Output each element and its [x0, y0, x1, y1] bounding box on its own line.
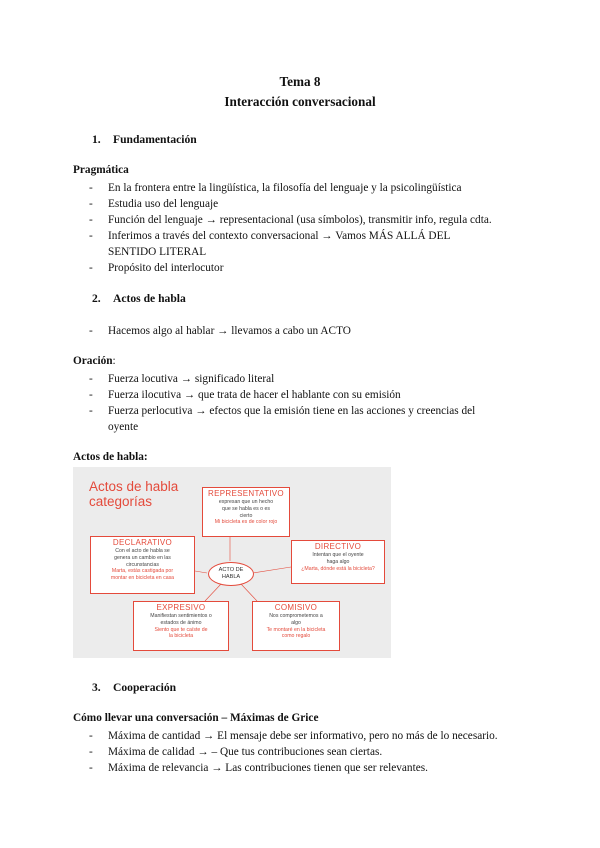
- box-example: montar en bicicleta en casa: [110, 575, 175, 582]
- diagram-title-line: categorías: [89, 494, 153, 509]
- bullet: -: [89, 730, 93, 742]
- bullet: -: [89, 746, 93, 758]
- subheading-pragmatica: Pragmática: [73, 164, 129, 176]
- box-title: DIRECTIVO: [314, 542, 362, 551]
- center-node-text: ACTO DE: [218, 567, 244, 573]
- box-example: como regalo: [281, 633, 311, 640]
- connector-line: [253, 567, 291, 573]
- list-item-text: Función del lenguaje → representacional (usa símbolos), transmitir info, regula cdta.: [108, 214, 492, 226]
- box-title: COMISIVO: [274, 603, 318, 612]
- bullet: -: [89, 214, 93, 226]
- box-example: Mi bicicleta es de color rojo: [214, 519, 278, 526]
- box-expresivo: [133, 601, 229, 651]
- box-example: Siento que te caíste de: [154, 626, 208, 633]
- subheading-oracion: [73, 355, 116, 367]
- bullet: -: [89, 389, 93, 401]
- section-number: 3.: [92, 681, 101, 694]
- section-title: Actos de habla: [113, 292, 186, 305]
- center-node-text: HABLA: [221, 574, 241, 580]
- bullet: -: [89, 373, 93, 385]
- section-heading-3: [92, 681, 176, 694]
- list-item-text: Máxima de calidad → – Que tus contribuciones sean ciertas.: [108, 746, 383, 758]
- bullet: -: [89, 762, 93, 774]
- box-description: circunstancias: [126, 561, 159, 568]
- diagram-title-line: Actos de habla: [89, 479, 179, 494]
- list-item-text: oyente: [108, 421, 139, 433]
- box-representativo: [202, 487, 290, 537]
- oracion-label: Oración: [73, 355, 113, 367]
- section-number: 1.: [92, 133, 101, 146]
- bullet: -: [89, 405, 93, 417]
- box-title: REPRESENTATIVO: [208, 489, 284, 498]
- bullet: -: [89, 230, 93, 242]
- box-description: Intentan que el oyente: [312, 552, 364, 558]
- box-example: la bicicleta: [168, 633, 194, 640]
- box-description: haga algo: [326, 558, 350, 565]
- box-title: DECLARATIVO: [112, 538, 173, 547]
- bullet: -: [89, 262, 93, 274]
- box-comisivo: [252, 601, 340, 651]
- subheading-grice: Cómo llevar una conversación – Máximas de Grice: [73, 712, 319, 724]
- box-description: estados de ánimo: [160, 619, 202, 626]
- section-heading-1: [92, 133, 197, 146]
- section-number: 2.: [92, 292, 101, 305]
- speech-acts-diagram: [73, 467, 391, 658]
- connector-line: [241, 584, 257, 601]
- section-title: Cooperación: [113, 681, 177, 694]
- list-item-text: Máxima de cantidad → El mensaje debe ser informativo, pero no más de lo necesario.: [108, 730, 498, 742]
- connector-line: [205, 584, 221, 601]
- page-title: Tema 8: [279, 74, 321, 89]
- box-description: expresan que un hecho: [218, 499, 274, 505]
- list-item-text: Inferimos a través del contexto conversacional → Vamos MÁS ALLÁ DEL: [108, 230, 451, 242]
- list-item-text: Estudia uso del lenguaje: [108, 198, 219, 210]
- bullet: -: [89, 198, 93, 210]
- center-node: [208, 562, 254, 586]
- box-description: genera un cambio en las: [114, 554, 171, 561]
- box-description: cierto: [239, 512, 253, 519]
- oracion-colon: :: [112, 355, 116, 367]
- list-item-text: Máxima de relevancia → Las contribuciones tienen que ser relevantes.: [108, 762, 428, 774]
- box-title: EXPRESIVO: [156, 603, 206, 612]
- list-item-text: Hacemos algo al hablar → llevamos a cabo un ACTO: [108, 325, 351, 337]
- list-item-text: En la frontera entre la lingüística, la filosofía del lenguaje y la psicolingüística: [108, 182, 462, 194]
- box-description: Con el acto de habla se: [115, 548, 170, 554]
- box-description: Nos comprometemos a: [269, 613, 323, 619]
- bullet: -: [89, 325, 93, 337]
- list-item-text: Propósito del interlocutor: [108, 262, 224, 274]
- diagram-label: Actos de habla:: [73, 451, 148, 463]
- box-example: ¿Marta, dónde está la bicicleta?: [301, 565, 375, 572]
- list-item-text: SENTIDO LITERAL: [108, 246, 207, 258]
- box-description: algo: [291, 619, 301, 626]
- box-description: Manifiestan sentimientos o: [150, 613, 212, 619]
- connector-line: [195, 571, 207, 573]
- box-directivo: [291, 540, 385, 584]
- list-item-text: Fuerza ilocutiva → que trata de hacer el hablante con su emisión: [108, 389, 401, 401]
- box-description: que se habla es o es: [222, 505, 270, 512]
- list-item-text: Fuerza perlocutiva → efectos que la emisión tiene en las acciones y creencias del: [108, 405, 476, 417]
- list-item-text: Fuerza locutiva → significado literal: [108, 373, 275, 385]
- bullet: -: [89, 182, 93, 194]
- section-title: Fundamentación: [113, 133, 197, 146]
- box-example: Marta, estás castigada por: [111, 568, 174, 575]
- box-declarativo: [90, 536, 195, 594]
- section-heading-2: [92, 292, 186, 305]
- box-example: Te montaré en la bicicleta: [266, 626, 326, 633]
- page-subtitle: Interacción conversacional: [224, 94, 376, 109]
